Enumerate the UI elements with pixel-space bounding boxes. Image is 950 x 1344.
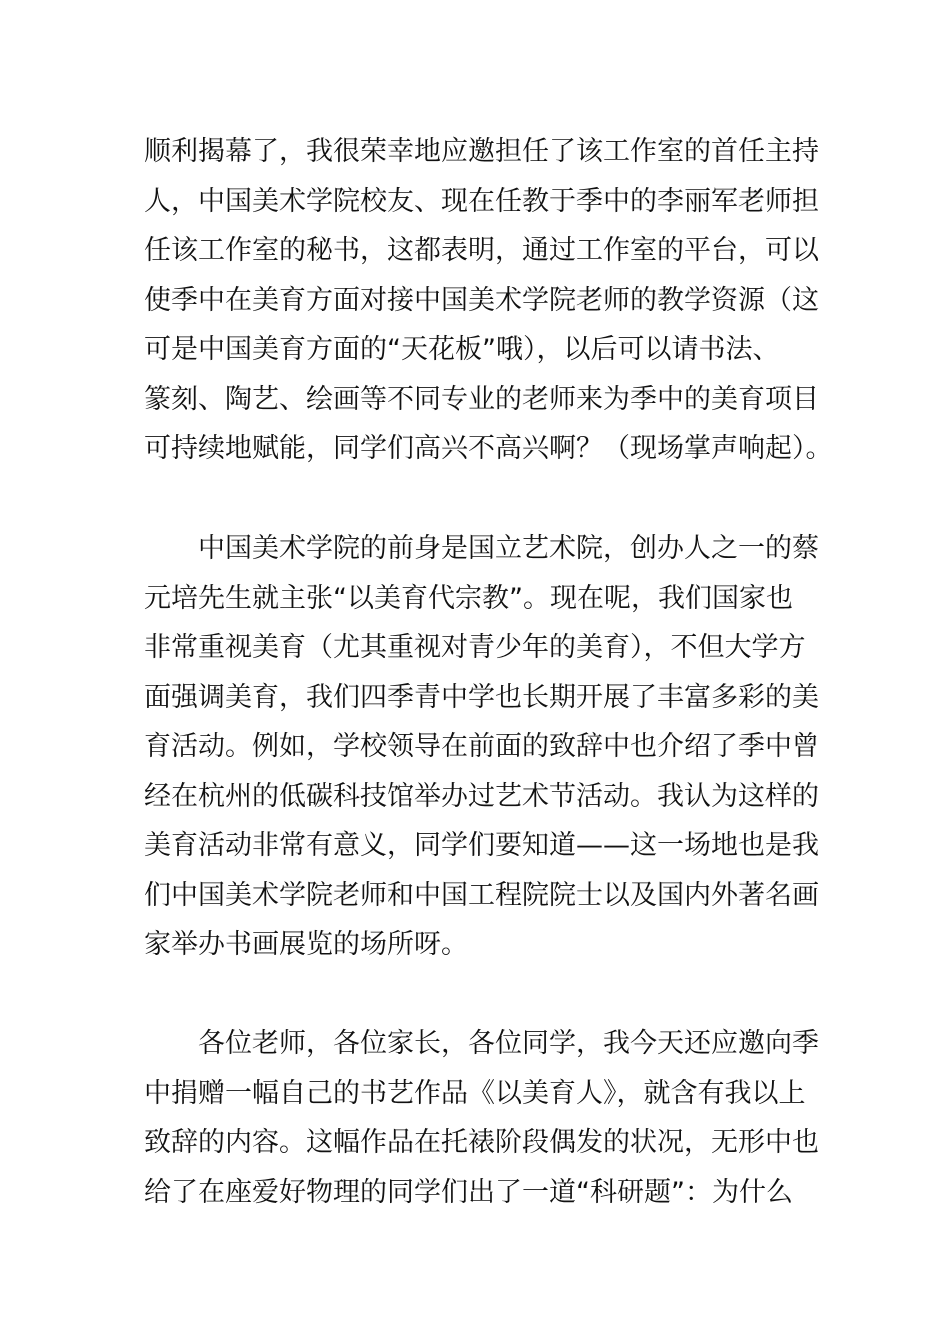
text-line: 各位老师，各位家长，各位同学，我今天还应邀向季 bbox=[144, 1028, 819, 1059]
text-line: 顺利揭幕了，我很荣幸地应邀担任了该工作室的首任主持 bbox=[144, 136, 819, 167]
text-line: 面强调美育，我们四季青中学也长期开展了丰富多彩的美 bbox=[144, 681, 819, 713]
text-line: 元培先生就主张“以美育代宗教”。现在呢，我们国家也 bbox=[144, 582, 793, 614]
text-line: 家举办书画展览的场所呀。 bbox=[144, 929, 468, 960]
text-line: 可持续地赋能，同学们高兴不高兴啊？（现场掌声响起）。 bbox=[144, 433, 833, 464]
text-line: 美育活动非常有意义，同学们要知道——这一场地也是我 bbox=[144, 830, 819, 861]
text-line: 致辞的内容。这幅作品在托裱阶段偶发的状况，无形中也 bbox=[144, 1127, 819, 1158]
paragraph-3 bbox=[144, 1019, 819, 1217]
text-line: 任该工作室的秘书，这都表明，通过工作室的平台，可以 bbox=[144, 235, 819, 266]
paragraph-1 bbox=[144, 127, 833, 474]
text-line: 育活动。例如，学校领导在前面的致辞中也介绍了季中曾 bbox=[144, 731, 819, 762]
text-line: 中捐赠一幅自己的书艺作品《以美育人》，就含有我以上 bbox=[144, 1077, 806, 1109]
text-line: 们中国美术学院老师和中国工程院院士以及国内外著名画 bbox=[144, 879, 819, 911]
text-line: 中国美术学院的前身是国立艺术院，创办人之一的蔡 bbox=[144, 533, 819, 564]
text-line: 使季中在美育方面对接中国美术学院老师的教学资源（这 bbox=[144, 284, 819, 316]
text-line: 可是中国美育方面的“天花板”哦），以后可以请书法、 bbox=[144, 334, 780, 365]
text-line: 篆刻、陶艺、绘画等不同专业的老师来为季中的美育项目 bbox=[144, 383, 819, 415]
text-line: 非常重视美育（尤其重视对青少年的美育），不但大学方 bbox=[144, 632, 806, 663]
text-line: 人，中国美术学院校友、现在任教于季中的李丽军老师担 bbox=[144, 185, 819, 217]
text-line: 给了在座爱好物理的同学们出了一道“科研题”：为什么 bbox=[144, 1176, 793, 1208]
paragraph-2 bbox=[144, 524, 819, 970]
text-line: 经在杭州的低碳科技馆举办过艺术节活动。我认为这样的 bbox=[144, 780, 819, 812]
